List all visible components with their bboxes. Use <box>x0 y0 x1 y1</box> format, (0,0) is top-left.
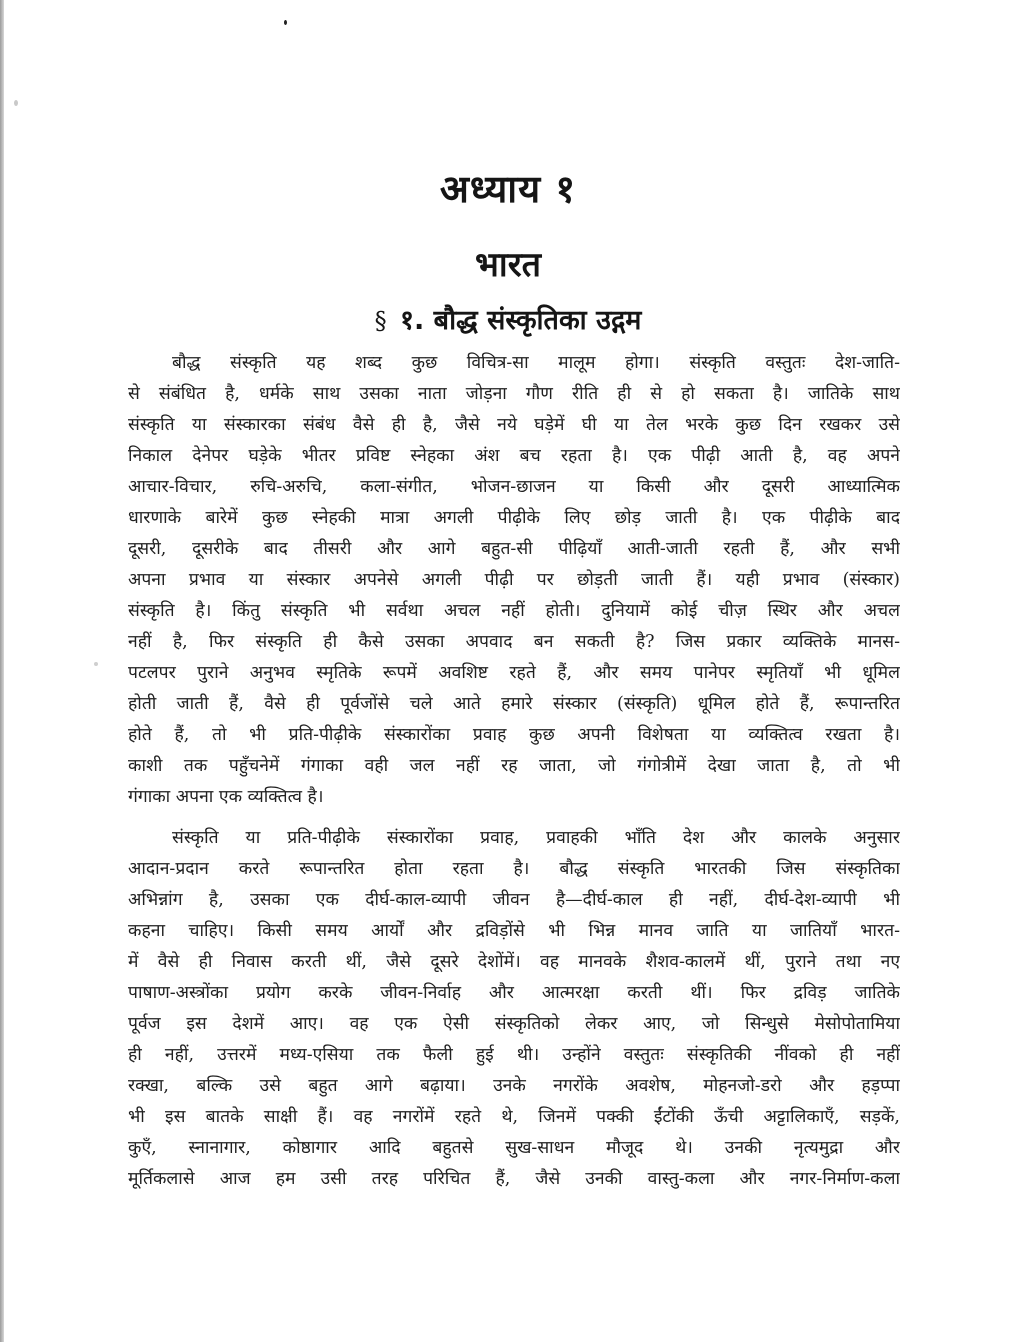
text-line: रक्खा, बल्कि उसे बहुत आगे बढ़ाया। उनके नगरोंके अवशेष, मोहनजो-डरो और हड़प्पा <box>128 1076 900 1096</box>
text-line: धारणाके बारेमें कुछ स्नेहकी मात्रा अगली पीढ़ीके लिए छोड़ जाती है। एक पीढ़ीके बाद <box>128 508 900 528</box>
section-heading <box>0 300 1016 337</box>
section-title: १. बौद्ध संस्कृतिका उद्गम <box>399 305 642 336</box>
text-line: संस्कृति या संस्कारका संबंध वैसे ही है, जैसे नये घड़ेमें घी या तेल भरके कुछ दिन रखकर उसे <box>128 415 900 435</box>
text-line: काशी तक पहुँचनेमें गंगाका वही जल नहीं रह जाता, जो गंगोत्रीमें देखा जाता है, तो भी <box>128 756 900 776</box>
body-text <box>128 348 900 1195</box>
text-line: कुएँ, स्नानागार, कोष्ठागार आदि बहुतसे सुख-साधन मौजूद थे। उनकी नृत्यमुद्रा और <box>128 1138 900 1158</box>
chapter-title: अध्याय १ <box>439 167 577 211</box>
text-line: भी इस बातके साक्षी हैं। वह नगरोंमें रहते थे, जिनमें पक्की ईंटोंकी ऊँची अट्टालिकाएँ, सड़कें, <box>128 1107 900 1127</box>
text-line: में वैसे ही निवास करती थीं, जैसे दूसरे देशोंमें। वह मानवके शैशव-कालमें थीं, पुराने तथा नए <box>128 952 900 972</box>
text-line: निकाल देनेपर घड़ेके भीतर प्रविष्ट स्नेहका अंश बच रहता है। एक पीढ़ी आती है, वह अपने <box>128 446 900 466</box>
text-line: बौद्ध संस्कृति यह शब्द कुछ विचित्र-सा मालूम होगा। संस्कृति वस्तुतः देश-जाति- <box>172 353 900 373</box>
text-line: पटलपर पुराने अनुभव स्मृतिके रूपमें अवशिष्ट रहते हैं, और समय पानेपर स्मृतियाँ भी धूमिल <box>128 663 900 683</box>
text-line: संस्कृति है। किंतु संस्कृति भी सर्वथा अचल नहीं होती। दुनियामें कोई चीज़ स्थिर और अचल <box>128 601 900 621</box>
text-line: मूर्तिकलासे आज हम उसी तरह परिचित हैं, जैसे उनकी वास्तु-कला और नगर-निर्माण-कला <box>128 1169 900 1189</box>
text-line: अपना प्रभाव या संस्कार अपनेसे अगली पीढ़ी पर छोड़ती जाती हैं। यही प्रभाव (संस्कार) <box>128 570 900 590</box>
text-line: आदान-प्रदान करते रूपान्तरित होता रहता है। बौद्ध संस्कृति भारतकी जिस संस्कृतिका <box>128 859 900 879</box>
text-line: गंगाका अपना एक व्यक्तित्व है। <box>128 787 324 807</box>
ink-speck <box>284 20 287 25</box>
section-mark: § <box>374 307 387 335</box>
text-line: दूसरी, दूसरीके बाद तीसरी और आगे बहुत-सी पीढ़ियाँ आती-जाती रहती हैं, और सभी <box>128 539 900 559</box>
paragraph <box>128 823 900 1195</box>
text-line: कहना चाहिए। किसी समय आर्यों और द्रविड़ोंसे भी भिन्न मानव जाति या जातियाँ भारत- <box>128 921 900 941</box>
text-line: होती जाती हैं, वैसे ही पूर्वजोंसे चले आते हमारे संस्कार (संस्कृति) धूमिल होते हैं, रूपान्तरित <box>128 694 900 714</box>
text-line: होते हैं, तो भी प्रति-पीढ़ीके संस्कारोंका प्रवाह कुछ अपनी विशेषता या व्यक्तित्व रखता है। <box>128 725 900 745</box>
text-line: अभिन्नांग है, उसका एक दीर्घ-काल-व्यापी जीवन है—दीर्घ-काल ही नहीं, दीर्घ-देश-व्यापी भी <box>128 890 900 910</box>
text-line: नहीं है, फिर संस्कृति ही कैसे उसका अपवाद बन सकती है? जिस प्रकार व्यक्तिके मानस- <box>128 632 900 652</box>
text-line: पूर्वज इस देशमें आए। वह एक ऐसी संस्कृतिको लेकर आए, जो सिन्धुसे मेसोपोतामिया <box>128 1014 900 1034</box>
paragraph <box>128 348 900 813</box>
text-line: ही नहीं, उत्तरमें मध्य-एसिया तक फैली हुई थी। उन्होंने वस्तुतः संस्कृतिकी नींवको ही नहीं <box>128 1045 900 1065</box>
text-line: संस्कृति या प्रति-पीढ़ीके संस्कारोंका प्रवाह, प्रवाहकी भाँति देश और कालके अनुसार <box>172 828 900 848</box>
ink-speck <box>94 662 98 666</box>
ink-speck <box>14 100 18 106</box>
text-line: पाषाण-अस्त्रोंका प्रयोग करके जीवन-निर्वाह और आत्मरक्षा करती थीं। फिर द्रविड़ जातिके <box>128 983 900 1003</box>
chapter-name: भारत <box>475 245 541 285</box>
text-line: से संबंधित है, धर्मके साथ उसका नाता जोड़ना गौण रीति ही से हो सकता है। जातिके साथ <box>128 384 900 404</box>
text-line: आचार-विचार, रुचि-अरुचि, कला-संगीत, भोजन-छाजन या किसी और दूसरी आध्यात्मिक <box>128 477 900 497</box>
